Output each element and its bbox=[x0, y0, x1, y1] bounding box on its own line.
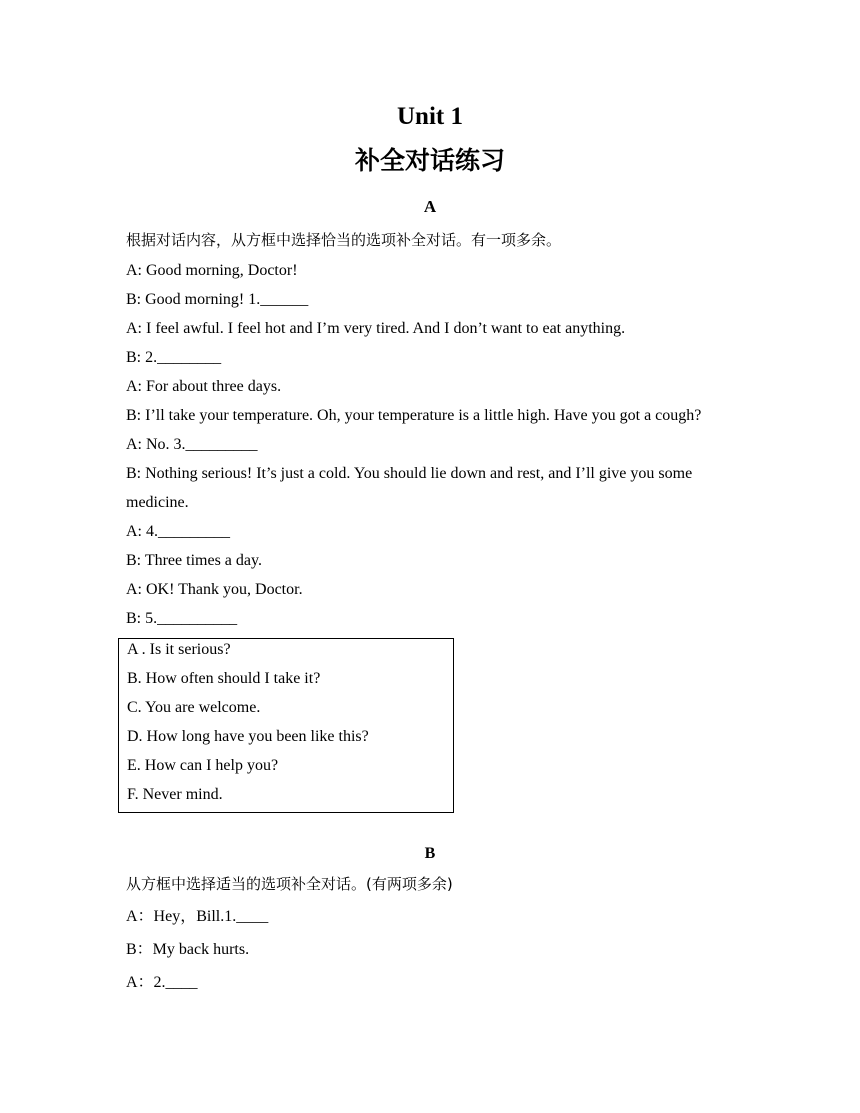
option-item: B. How often should I take it? bbox=[127, 670, 321, 687]
dialogue-line: medicine. bbox=[126, 494, 189, 511]
dialogue-line: A: Good morning, Doctor! bbox=[126, 262, 298, 279]
section-a-label: A bbox=[423, 197, 437, 216]
dialogue-line: A: I feel awful. I feel hot and I’m very tired. And I don’t want to eat anything. bbox=[126, 320, 626, 337]
dialogue-line: A: 4._________ bbox=[126, 523, 230, 540]
dialogue-line: B: 5.__________ bbox=[126, 610, 238, 627]
dialogue-line: A：Hey，Bill.1.____ bbox=[126, 908, 269, 925]
option-item: A . Is it serious? bbox=[127, 641, 231, 658]
page-subtitle: 补全对话练习 bbox=[354, 146, 505, 175]
dialogue-line: B：My back hurts. bbox=[126, 941, 250, 958]
dialogue-line: A: OK! Thank you, Doctor. bbox=[126, 581, 303, 598]
options-box bbox=[118, 638, 454, 813]
option-item: F. Never mind. bbox=[127, 786, 223, 803]
option-item: D. How long have you been like this? bbox=[127, 728, 369, 745]
dialogue-line: A: For about three days. bbox=[126, 378, 282, 395]
dialogue-line: B: Good morning! 1.______ bbox=[126, 291, 309, 308]
dialogue-line: B: 2.________ bbox=[126, 349, 222, 366]
section-b-label: B bbox=[424, 845, 436, 862]
dialogue-line: A: No. 3._________ bbox=[126, 436, 258, 453]
dialogue-line: B: Nothing serious! It’s just a cold. You should lie down and rest, and I’ll give you some bbox=[126, 465, 693, 482]
option-item: C. You are welcome. bbox=[127, 699, 261, 716]
section-b-instruction: 从方框中选择适当的选项补全对话。(有两项多余) bbox=[126, 875, 453, 893]
dialogue-line: B: I’ll take your temperature. Oh, your temperature is a little high. Have you got a cough? bbox=[126, 407, 702, 424]
dialogue-line: A：2.____ bbox=[126, 974, 198, 991]
section-a-instruction: 根据对话内容，从方框中选择恰当的选项补全对话。有一项多余。 bbox=[126, 231, 562, 249]
option-item: E. How can I help you? bbox=[127, 757, 279, 774]
dialogue-line: B: Three times a day. bbox=[126, 552, 262, 569]
page-title: Unit 1 bbox=[397, 103, 463, 130]
